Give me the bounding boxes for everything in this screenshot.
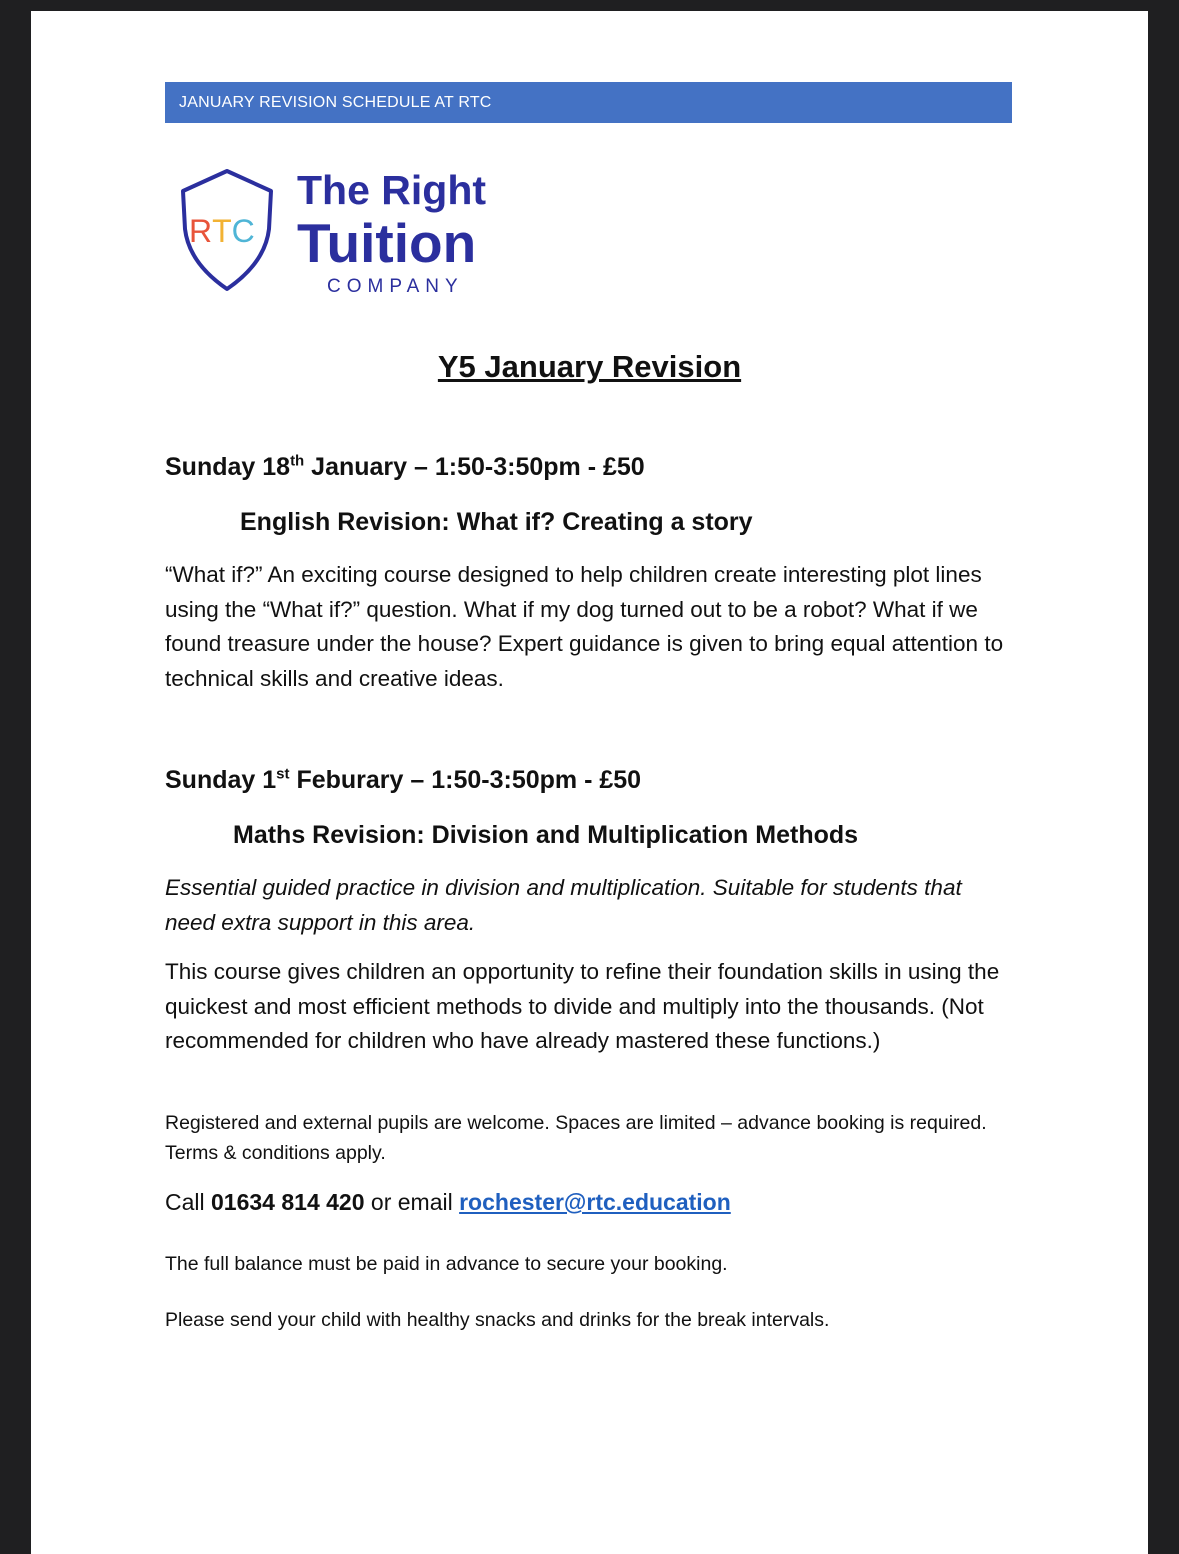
badge-letter-c: C [231,213,255,249]
session-2-intro: Essential guided practice in division and multiplication. Suitable for students that need extra support in this area. [165,875,962,935]
session-1-date-day: Sunday 18 [165,453,291,481]
schedule-banner: JANUARY REVISION SCHEDULE AT RTC [165,82,1012,123]
snacks-note: Please send your child with healthy snacks and drinks for the break intervals. [165,1309,830,1331]
session-1-date-ordinal: th [290,452,305,470]
session-2-date-day: Sunday 1 [165,766,277,794]
call-label: Call [165,1189,212,1215]
rtc-logo [177,167,517,307]
logo-line-the-right: The Right [297,167,487,213]
balance-note: The full balance must be paid in advance to secure your booking. [165,1253,728,1275]
badge-letters [189,213,255,250]
email-link[interactable]: rochester@rtc.education [459,1189,731,1215]
session-2-description: This course gives children an opportunity to refine their foundation skills in using the quickest and most efficient methods to divide and multiply into the thousands. (Not recommended for children who have already mastered these functions.) [165,959,1000,1053]
session-2-subject: Maths Revision: Division and Multiplication Methods [233,821,859,849]
phone-number[interactable]: 01634 814 420 [211,1189,365,1215]
session-2-date-ordinal: st [276,765,290,783]
page-title: Y5 January Revision [437,349,742,384]
session-1-date-detail: January – 1:50-3:50pm - £50 [304,453,645,481]
document-page [31,11,1148,1554]
logo-line-tuition: Tuition [297,212,477,274]
badge-letter-r: R [189,213,213,249]
session-2-date [165,766,641,795]
session-1-description: “What if?” An exciting course designed to help children create interesting plot lines using the “What if?” question. What if my dog turned out to be a robot? What if we found treasure under the house? Expert guidance is given to bring equal attention to technical skills and creative ideas. [165,562,1004,691]
session-2-date-detail: Feburary – 1:50-3:50pm - £50 [289,766,642,794]
or-email-label: or email [364,1189,460,1215]
logo-line-company: COMPANY [327,276,464,297]
session-1-date [165,453,645,482]
session-1-subject: English Revision: What if? Creating a story [240,508,753,536]
badge-letter-t: T [212,213,232,249]
registration-note: Registered and external pupils are welcome. Spaces are limited – advance booking is required. Terms & conditions apply. [165,1112,987,1164]
contact-line [165,1189,731,1216]
